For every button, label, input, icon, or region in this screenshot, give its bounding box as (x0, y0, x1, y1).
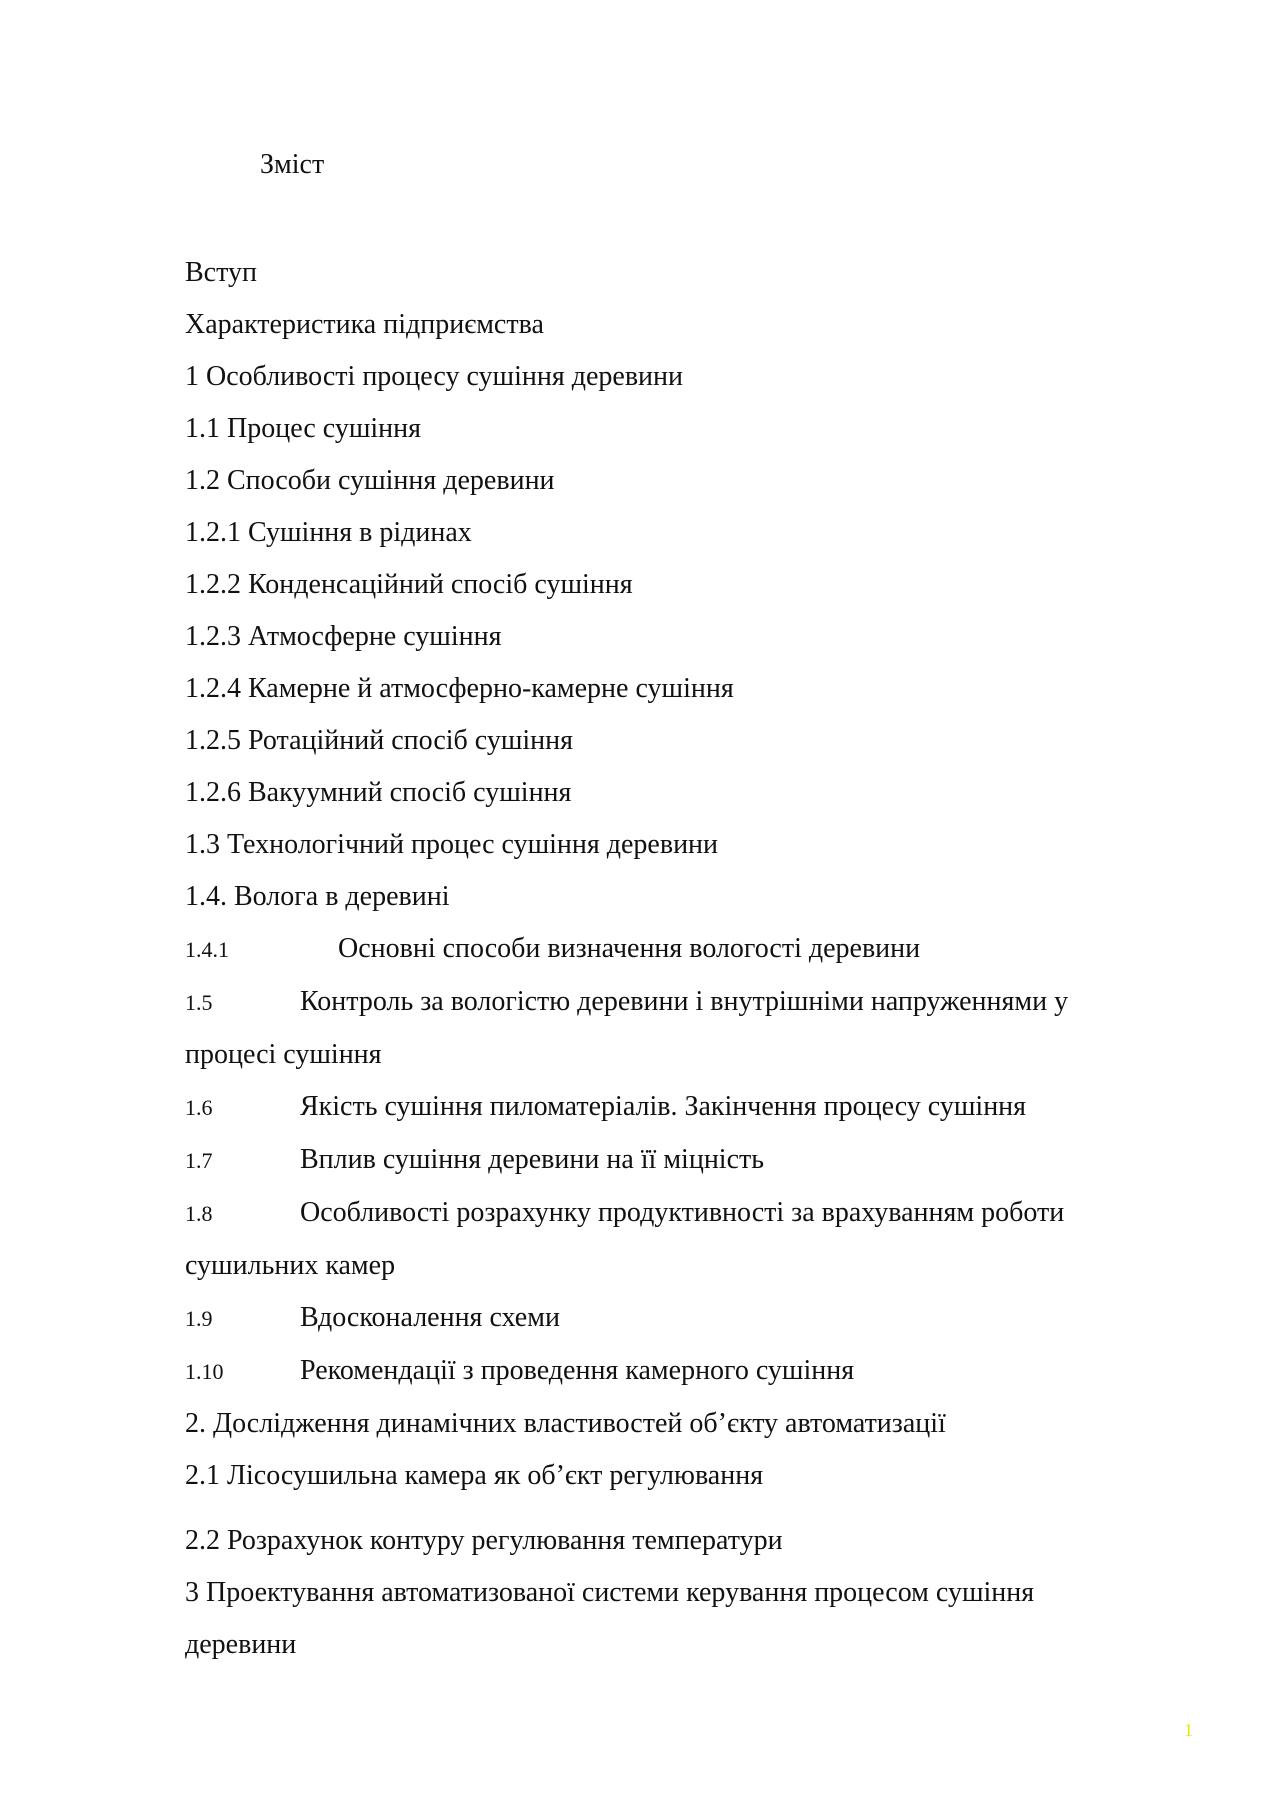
toc-item-number: 1.9 (185, 1306, 213, 1331)
toc-item-1-4-1[interactable] (185, 923, 1145, 976)
toc-item-text: 1.3 Технологічний процес сушіння деревини (185, 829, 719, 860)
toc-item-1-5[interactable] (185, 976, 1145, 1081)
toc-item-text: 1.4. Волога в деревині (185, 881, 450, 912)
toc-item-text: Особливості розрахунку продуктивності за врахуванням роботи сушильних камер (185, 1197, 1065, 1281)
toc-item-text: Якість сушіння пиломатеріалів. Закінчення процесу сушіння (300, 1091, 1027, 1122)
toc-item-number: 1.4.1 (185, 937, 229, 962)
toc-item-text: 1.2.6 Вакуумний спосіб сушіння (185, 777, 572, 808)
toc-item-text: 3 Проектування автоматизованої системи керування процесом сушіння деревини (185, 1577, 1035, 1660)
toc-item-text: 2.2 Розрахунок контуру регулювання температури (185, 1525, 783, 1556)
toc-item-number: 1.10 (185, 1359, 224, 1384)
toc-item-2-1[interactable] (185, 1450, 1145, 1502)
toc-item-text: 1 Особливості процесу сушіння деревини (185, 361, 683, 392)
toc-item-1-2-4[interactable] (185, 663, 1145, 715)
toc-item-text: Рекомендації з проведення камерного сушіння (300, 1355, 855, 1386)
toc-item-text: Вступ (185, 257, 257, 288)
toc-item-1-2-5[interactable] (185, 715, 1145, 767)
toc-item-1-2-6[interactable] (185, 767, 1145, 819)
toc-item-1[interactable] (185, 351, 1145, 403)
toc-item-1-10[interactable] (185, 1345, 1145, 1398)
toc-item-text: 1.2 Способи сушіння деревини (185, 465, 555, 496)
toc-item-1-4[interactable] (185, 871, 1145, 923)
toc-item-text: Основні способи визначення вологості деревини (338, 933, 921, 964)
toc-item-text: 2.1 Лісосушильна камера як об’єкт регулювання (185, 1460, 764, 1491)
toc-item-1-3[interactable] (185, 819, 1145, 871)
toc-item-introduction[interactable] (185, 247, 1145, 299)
toc-item-text: 1.2.1 Сушіння в рідинах (185, 517, 472, 548)
toc-item-1-2[interactable] (185, 455, 1145, 507)
table-of-contents (185, 247, 1145, 1671)
toc-item-text: Вдосконалення схеми (300, 1302, 560, 1333)
toc-item-1-1[interactable] (185, 403, 1145, 455)
toc-item-1-8[interactable] (185, 1187, 1145, 1292)
toc-item-text: 1.2.2 Конденсаційний спосіб сушіння (185, 569, 633, 600)
toc-item-1-2-1[interactable] (185, 507, 1145, 559)
toc-item-text: 2. Дослідження динамічних властивостей об’єкту автоматизації (185, 1408, 946, 1439)
toc-item-3[interactable] (185, 1567, 1145, 1671)
toc-item-1-6[interactable] (185, 1081, 1145, 1134)
toc-item-number: 1.7 (185, 1148, 213, 1173)
toc-item-1-7[interactable] (185, 1134, 1145, 1187)
toc-item-text: Контроль за вологістю деревини і внутрішніми напруженнями у процесі сушіння (185, 986, 1069, 1070)
toc-item-text: 1.2.4 Камерне й атмосферно-камерне сушіння (185, 673, 734, 704)
page-number: 1 (1184, 1720, 1193, 1740)
toc-item-enterprise-characteristics[interactable] (185, 299, 1145, 351)
toc-item-number: 1.5 (185, 990, 213, 1015)
toc-title: Зміст (260, 149, 325, 180)
toc-item-text: 1.2.5 Ротаційний спосіб сушіння (185, 725, 574, 756)
toc-item-2[interactable] (185, 1398, 1145, 1450)
toc-item-number: 1.8 (185, 1201, 213, 1226)
toc-item-text: Характеристика підприємства (185, 309, 544, 340)
toc-item-text: Вплив сушіння деревини на її міцність (300, 1144, 765, 1175)
toc-item-number: 1.6 (185, 1095, 213, 1120)
toc-item-2-2[interactable] (185, 1515, 1145, 1567)
toc-item-1-9[interactable] (185, 1292, 1145, 1345)
toc-item-1-2-2[interactable] (185, 559, 1145, 611)
toc-item-text: 1.1 Процес сушіння (185, 413, 422, 444)
toc-item-text: 1.2.3 Атмосферне сушіння (185, 621, 502, 652)
toc-item-1-2-3[interactable] (185, 611, 1145, 663)
